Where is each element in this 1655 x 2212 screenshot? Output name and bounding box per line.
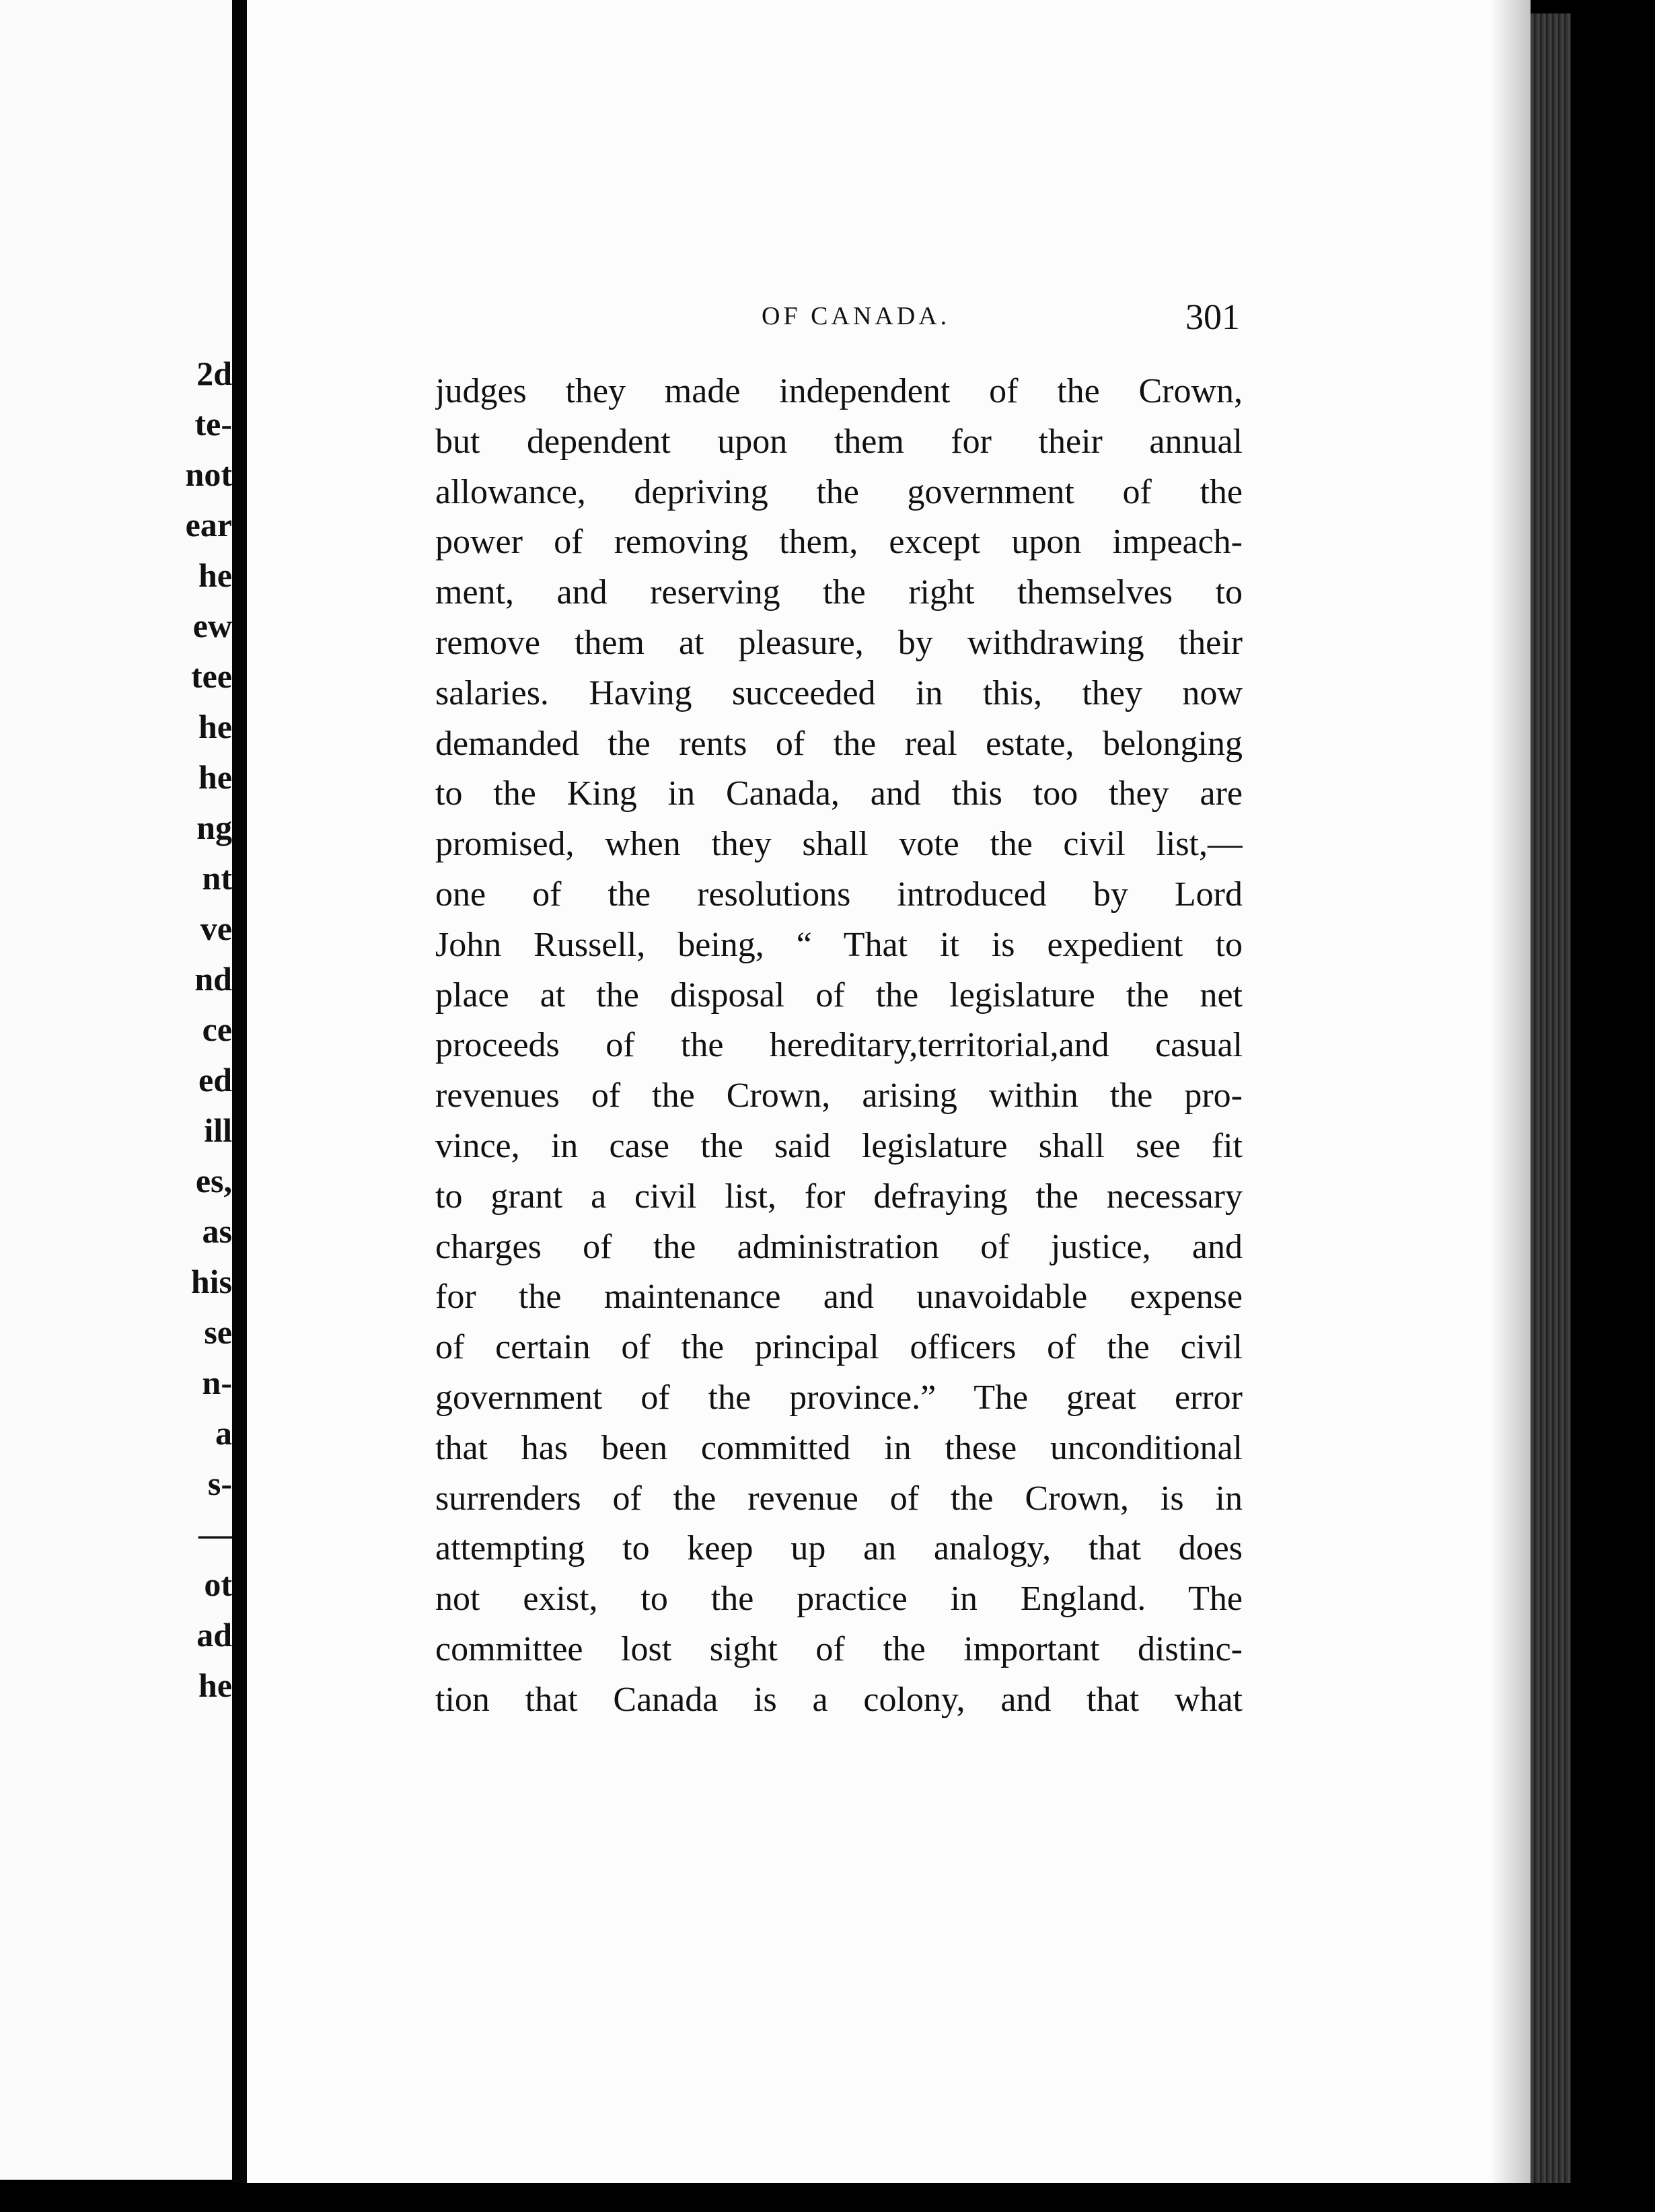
text-line — [435, 1474, 1243, 1524]
text-line — [435, 1021, 1243, 1071]
text-line — [435, 1222, 1243, 1273]
text-line — [435, 468, 1243, 518]
text-line-content: power of removing them, except upon impeach- — [435, 523, 1243, 562]
body-text — [435, 367, 1243, 1726]
page-number: 301 — [1185, 297, 1240, 337]
previous-page-fragment: a — [215, 1414, 232, 1452]
previous-page-fragment: ve — [200, 910, 232, 947]
text-line — [435, 517, 1243, 568]
text-line — [435, 769, 1243, 819]
text-line-content: allowance, depriving the government of the — [435, 472, 1243, 511]
text-line-content: charges of the administration of justice, and — [435, 1227, 1243, 1266]
previous-page-fragment: he — [198, 556, 232, 594]
text-line — [435, 920, 1243, 971]
text-line-content: demanded the rents of the real estate, belonging — [435, 724, 1243, 763]
previous-page-fragment: ad — [196, 1616, 232, 1654]
text-line-content: judges they made independent of the Crown, — [435, 372, 1243, 410]
previous-page-fragment: ng — [196, 809, 232, 846]
text-line-content: to the King in Canada, and this too they are — [435, 774, 1243, 813]
text-line — [435, 870, 1243, 920]
book-gutter — [232, 0, 247, 2212]
text-line — [435, 1574, 1243, 1625]
text-line-content: place at the disposal of the legislature the net — [435, 975, 1243, 1015]
text-line-content: not exist, to the practice in England. The — [435, 1580, 1243, 1619]
scan-background-right — [1571, 0, 1655, 2212]
text-line-content: government of the province.” The great error — [435, 1378, 1243, 1417]
previous-page-fragment: es, — [195, 1162, 232, 1200]
text-line-content: of certain of the principal officers of the civil — [435, 1328, 1243, 1367]
running-head-title: OF CANADA. — [762, 302, 951, 330]
previous-page-fragment: nt — [202, 859, 232, 897]
text-line — [435, 1524, 1243, 1574]
running-head — [247, 296, 1531, 343]
previous-page-fragment: nd — [194, 960, 232, 998]
text-line-content: attempting to keep up an analogy, that does — [435, 1529, 1243, 1568]
text-line-content: to grant a civil list, for defraying the necessary — [435, 1177, 1243, 1216]
previous-page-fragment: se — [204, 1313, 232, 1351]
previous-page-fragment: — — [198, 1515, 232, 1553]
text-line — [435, 971, 1243, 1021]
previous-page-fragment: his — [190, 1263, 232, 1300]
previous-page-fragment: te- — [194, 405, 232, 443]
text-line — [435, 568, 1243, 618]
text-line-content: promised, when they shall vote the civil list,— — [435, 825, 1243, 864]
previous-page-fragment: as — [202, 1212, 232, 1250]
text-line-content: committee lost sight of the important distinc- — [435, 1629, 1243, 1668]
text-line — [435, 1071, 1243, 1121]
previous-page-fragment: not — [185, 455, 232, 493]
text-line-content: that has been committed in these unconditional — [435, 1428, 1243, 1467]
text-line-content: for the maintenance and unavoidable expense — [435, 1278, 1243, 1317]
current-page — [247, 0, 1531, 2183]
text-line — [435, 1272, 1243, 1323]
previous-page-line-fragments — [186, 348, 232, 1711]
previous-page-fragment: he — [198, 758, 232, 796]
previous-page-fragment: ew — [192, 607, 232, 644]
text-line-content: revenues of the Crown, arising within the pro- — [435, 1076, 1243, 1115]
text-line-content: tion that Canada is a colony, and that what — [435, 1680, 1243, 1719]
text-line — [435, 1373, 1243, 1424]
text-line — [435, 367, 1243, 417]
previous-page-fragment: ill — [204, 1111, 232, 1149]
text-line — [435, 819, 1243, 870]
previous-page-fragment: ot — [204, 1565, 232, 1603]
previous-page — [0, 0, 232, 2180]
previous-page-fragment: he — [198, 708, 232, 745]
text-line — [435, 1424, 1243, 1474]
text-line-content: surrenders of the revenue of the Crown, is in — [435, 1479, 1243, 1518]
text-line-content: John Russell, being, “ That it is expedient to — [435, 925, 1243, 964]
previous-page-fragment: he — [198, 1666, 232, 1704]
text-line — [435, 1121, 1243, 1172]
text-line — [435, 1625, 1243, 1675]
text-line-content: salaries. Having succeeded in this, they now — [435, 673, 1243, 712]
text-line — [435, 1172, 1243, 1222]
text-line — [435, 417, 1243, 468]
text-line — [435, 618, 1243, 669]
previous-page-fragment: ed — [198, 1061, 232, 1099]
previous-page-fragment: s- — [207, 1465, 232, 1502]
text-line-content: one of the resolutions introduced by Lord — [435, 875, 1243, 914]
scan-background-bottom — [0, 2183, 1655, 2212]
previous-page-fragment: ear — [185, 506, 232, 544]
text-line-content: ment, and reserving the right themselves to — [435, 573, 1243, 612]
previous-page-fragment: 2d — [196, 355, 232, 392]
text-line-content: proceeds of the hereditary,territorial,and casual — [435, 1026, 1243, 1065]
previous-page-fragment: n- — [202, 1364, 232, 1401]
text-line-content: remove them at pleasure, by withdrawing their — [435, 623, 1243, 662]
text-line-content: but dependent upon them for their annual — [435, 422, 1243, 461]
previous-page-fragment: ce — [202, 1010, 232, 1048]
text-line-content: vince, in case the said legislature shall see fit — [435, 1126, 1243, 1165]
text-line — [435, 719, 1243, 770]
previous-page-fragment: tee — [190, 657, 232, 695]
text-line — [435, 1675, 1243, 1726]
text-line — [435, 1323, 1243, 1373]
text-line — [435, 669, 1243, 719]
